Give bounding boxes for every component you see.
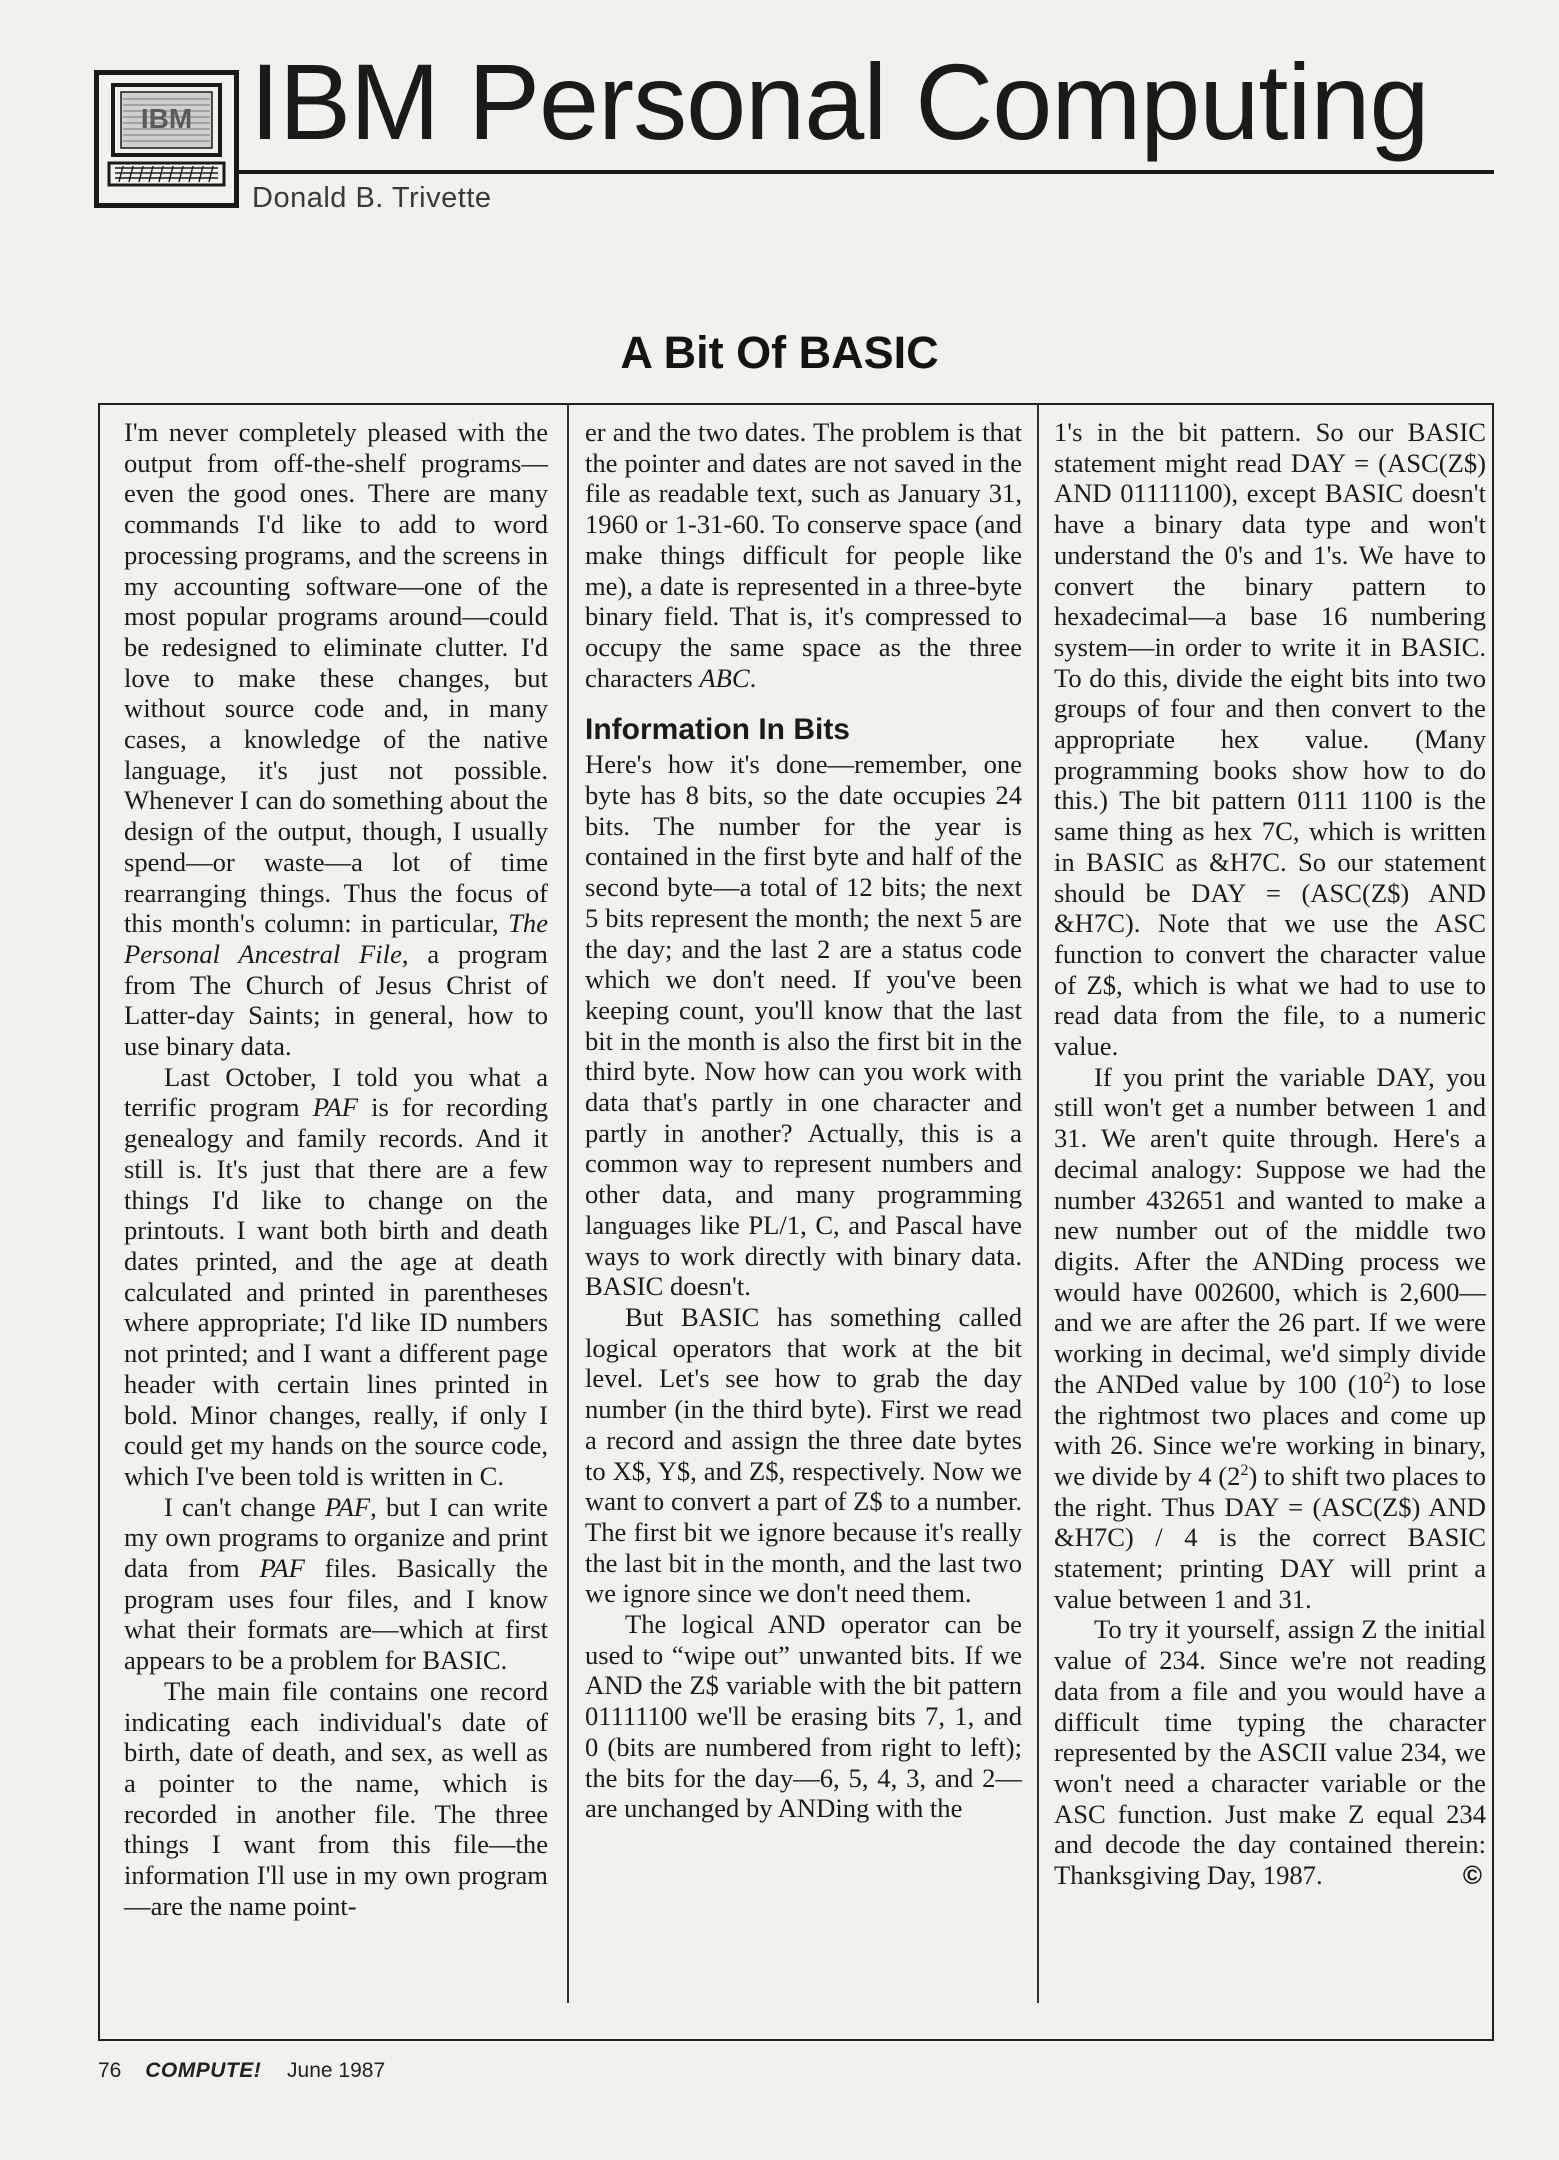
- paragraph: 1's in the bit pattern. So our BASIC statement might read DAY = (ASC(Z$) AND 01111100), except BASIC doesn't have a binary data type and won't understand the 0's and 1's. We have to convert the binary pattern to hexadecimal—a base 16 numbering system—in order to write it in BASIC. To do this, divide the eight bits into two groups of four and then convert to the appropriate hex value. (Many programming books show how to do this.) The bit pattern 0111 1100 is the same thing as hex 7C, which is written in BASIC as &H7C. So our statement should be DAY = (ASC(Z$) AND &H7C). Note that we use the ASC function to convert the character value of Z$, which is what we had to use to read data from the file, to a numeric value.: [1054, 417, 1486, 1062]
- column-divider: [1037, 405, 1039, 2003]
- subheading: Information In Bits: [585, 713, 850, 747]
- end-mark-icon: ©: [1462, 1860, 1482, 1891]
- paragraph: Last October, I told you what a terrific program PAF is for recording genealogy and family records. And it still is. It's just that there are a few things I'd like to change on the printouts. I want both birth and death dates printed, and the age at death calculated and printed in parentheses where appropriate; I'd like ID numbers not printed; and I want a different page header with certain lines printed in bold. Minor changes, really, if only I could get my hands on the source code, which I've been told is written in C.: [124, 1061, 549, 1491]
- paragraph: If you print the variable DAY, you still won't get a number between 1 and 31. We aren't quite through. Here's a decimal analogy: Suppose we had the number 432651 and wanted to make a new number out of the middle two digits. After the ANDing process we would have 002600, which is 2,600—and we are after the 26 part. If we were working in decimal, we'd simply divide the ANDed value by 100 $(10^2)$ to lose the rightmost two places and come up with 26. Since we're working in binary, we divide by 4 $(2^2)$ to shift two places to the right. Thus DAY = (ASC(Z$) AND &H7C) / 4 is the correct BASIC statement; printing DAY will print a value between 1 and 31.: [1054, 1061, 1486, 1614]
- article-column-3: [1054, 417, 1486, 1891]
- monitor-icon: [99, 75, 234, 203]
- paragraph: Here's how it's done—remember, one byte has 8 bits, so the date occupies 24 bits. The number for the year is contained in the first byte and half of the second byte—a total of 12 bits; the next 5 bits represent the month; the next 5 are the day; and the last 2 are a status code which we don't need. If you've been keeping count, you'll know that the last bit in the month is also the first bit in the third byte. Now how can you work with data that's partly in one character and partly in another? Actually, this is a common way to represent numbers and other data, and many programming languages like PL/1, C, and Pascal have ways to work directly with binary data. BASIC doesn't.: [585, 749, 1022, 1302]
- page-number: 76: [98, 2059, 122, 2082]
- ibm-logo-text: IBM: [140, 103, 193, 134]
- paragraph: er and the two dates. The problem is that the pointer and dates are not saved in the file as readable text, such as January 31, 1960 or 1-31-60. To conserve space (and make things difficult for people like me), a date is represented in a three-byte binary field. That is, it's compressed to occupy the same space as the three characters ABC.: [585, 417, 1022, 693]
- paragraph: To try it yourself, assign Z the initial value of 234. Since we're not reading data from a file and you would have a difficult time typing the character represented by the ASCII value 234, we won't need a character variable or the ASC function. Just make Z equal 234 and decode the day contained therein: Thanksgiving Day, 1987. ©: [1054, 1614, 1486, 1891]
- paragraph: The logical AND operator can be used to “wipe out” unwanted bits. If we AND the Z$ variable with the bit pattern 01111100 we'll be erasing bits 7, 1, and 0 (bits are numbered from right to left); the bits for the day—6, 5, 4, 3, and 2—are unchanged by ANDing with the: [585, 1609, 1022, 1824]
- issue-date: June 1987: [287, 2059, 386, 2082]
- department-title: IBM Personal Computing: [250, 41, 1429, 162]
- paragraph: The main file contains one record indicating each individual's date of birth, date of death, and sex, as well as a pointer to the name, which is recorded in another file. The three things I want from this file—the information I'll use in my own program—are the name point-: [124, 1675, 548, 1921]
- article-column-1: [124, 417, 548, 1921]
- article-column-2: [585, 417, 1022, 1824]
- page-footer: [98, 2059, 385, 2083]
- ibm-monitor-logo: [94, 70, 239, 208]
- paragraph: I can't change PAF, but I can write my own programs to organize and print data from PAF files. Basically the program uses four files, and I know what their formats are—which at first appears to be a problem for BASIC.: [124, 1491, 548, 1676]
- paragraph: But BASIC has something called logical operators that work at the bit level. Let's see how to grab the day number (in the third byte). First we read a record and assign the three date bytes to X$, Y$, and Z$, respectively. Now we want to convert a part of Z$ to a number. The first bit we ignore because it's really the last bit in the month, and the last two we ignore since we don't need them.: [585, 1301, 1022, 1609]
- header-rule: [239, 170, 1494, 174]
- magazine-name: COMPUTE!: [145, 2059, 262, 2082]
- article-frame: [98, 403, 1494, 2041]
- article-title: A Bit Of BASIC: [620, 327, 939, 378]
- author-byline: Donald B. Trivette: [252, 182, 492, 214]
- column-divider: [567, 405, 569, 2003]
- paragraph: I'm never completely pleased with the output from off-the-shelf programs—even the good ones. There are many commands I'd like to add to word processing programs, and the screens in my accounting software—one of the most popular programs around—could be redesigned to eliminate clutter. I'd love to make these changes, but without source code and, in many cases, a knowledge of the native language, it's just not possible. Whenever I can do something about the design of the output, though, I usually spend—or waste—a lot of time rearranging things. Thus the focus of this month's column: in particular, The Personal Ancestral File, a program from The Church of Jesus Christ of Latter-day Saints; in general, how to use binary data.: [124, 417, 548, 1062]
